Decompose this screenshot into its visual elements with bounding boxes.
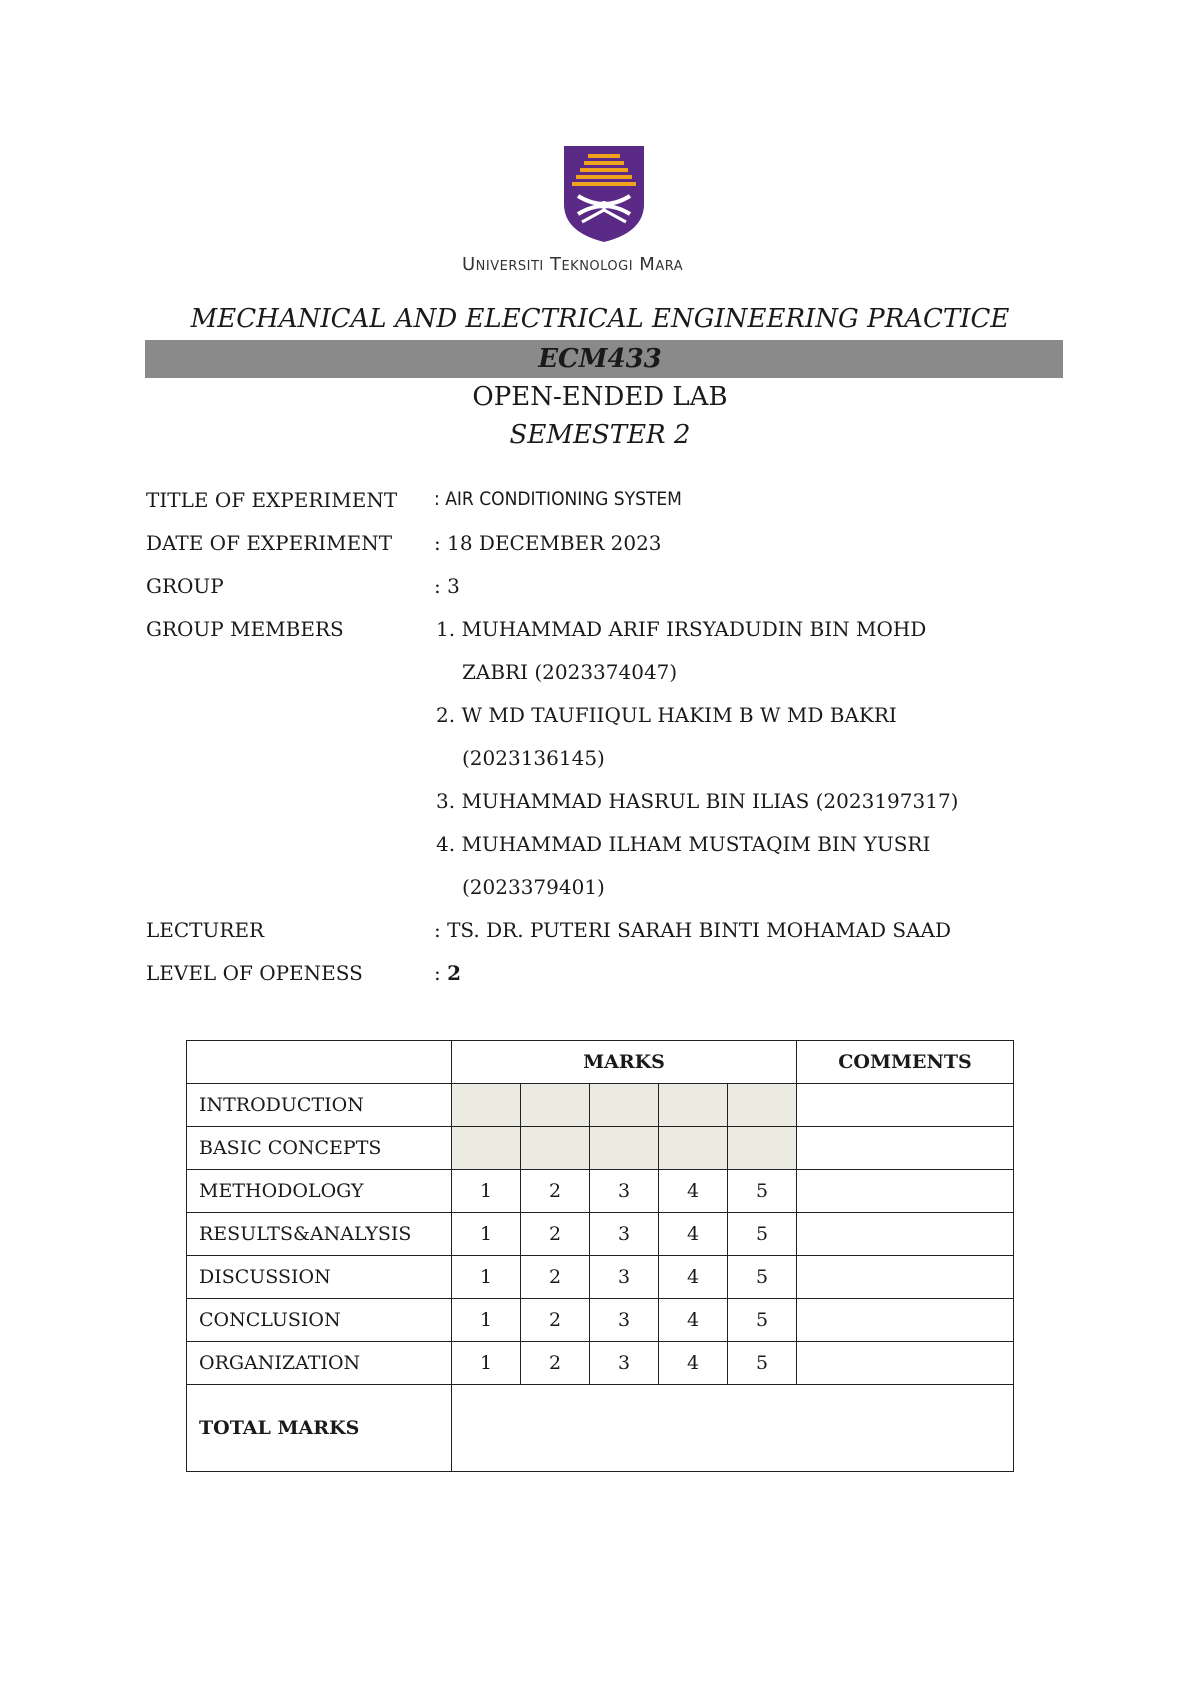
score-cell: 4 <box>659 1299 728 1342</box>
table-row <box>187 1127 1014 1170</box>
score-cell: 2 <box>521 1170 590 1213</box>
lab-type: OPEN-ENDED LAB <box>472 382 728 412</box>
score-cell: 3 <box>590 1213 659 1256</box>
score-cell: 1 <box>452 1299 521 1342</box>
row-label: RESULTS&ANALYSIS <box>187 1213 452 1256</box>
row-label: BASIC CONCEPTS <box>187 1127 452 1170</box>
score-cell <box>521 1127 590 1170</box>
row-label: METHODOLOGY <box>187 1170 452 1213</box>
score-cell: 4 <box>659 1170 728 1213</box>
uitm-logo <box>562 144 646 244</box>
score-cell: 3 <box>590 1342 659 1385</box>
score-cell: 3 <box>590 1256 659 1299</box>
score-cell: 2 <box>521 1299 590 1342</box>
group-value: : 3 <box>434 574 460 598</box>
total-row <box>187 1385 1014 1472</box>
score-cell: 3 <box>590 1299 659 1342</box>
score-cell <box>659 1084 728 1127</box>
row-label: ORGANIZATION <box>187 1342 452 1385</box>
score-cell: 1 <box>452 1170 521 1213</box>
member-4: 4. MUHAMMAD ILHAM MUSTAQIM BIN YUSRI <box>436 832 931 856</box>
score-cell <box>452 1127 521 1170</box>
table-row <box>187 1299 1014 1342</box>
comment-cell <box>797 1256 1014 1299</box>
table-row <box>187 1256 1014 1299</box>
score-cell: 5 <box>728 1256 797 1299</box>
title-label: TITLE OF EXPERIMENT <box>146 488 398 512</box>
table-row <box>187 1213 1014 1256</box>
row-label: INTRODUCTION <box>187 1084 452 1127</box>
date-value: : 18 DECEMBER 2023 <box>434 531 662 555</box>
total-value-cell <box>452 1385 1014 1472</box>
score-cell: 4 <box>659 1342 728 1385</box>
comments-header: COMMENTS <box>797 1041 1014 1084</box>
member-1: 1. MUHAMMAD ARIF IRSYADUDIN BIN MOHD <box>436 617 927 641</box>
header-empty-cell <box>187 1041 452 1084</box>
member-2-cont: (2023136145) <box>462 746 605 770</box>
score-cell: 5 <box>728 1170 797 1213</box>
score-cell: 5 <box>728 1213 797 1256</box>
semester: SEMESTER 2 <box>509 420 691 450</box>
member-3: 3. MUHAMMAD HASRUL BIN ILIAS (2023197317) <box>436 789 959 813</box>
score-cell: 2 <box>521 1256 590 1299</box>
members-label: GROUP MEMBERS <box>146 617 344 641</box>
table-header-row <box>187 1041 1014 1084</box>
comment-cell <box>797 1299 1014 1342</box>
openness-level: 2 <box>447 961 462 985</box>
row-label: DISCUSSION <box>187 1256 452 1299</box>
course-title: MECHANICAL AND ELECTRICAL ENGINEERING PRACTICE <box>190 304 1010 334</box>
score-cell <box>521 1084 590 1127</box>
member-1-cont: ZABRI (2023374047) <box>462 660 678 684</box>
openness-prefix: : <box>434 961 448 985</box>
group-label: GROUP <box>146 574 224 598</box>
score-cell: 5 <box>728 1342 797 1385</box>
score-cell: 1 <box>452 1342 521 1385</box>
title-value: : AIR CONDITIONING SYSTEM <box>434 488 682 510</box>
score-cell: 2 <box>521 1342 590 1385</box>
comment-cell <box>797 1213 1014 1256</box>
member-2: 2. W MD TAUFIIQUL HAKIM B W MD BAKRI <box>436 703 897 727</box>
score-cell <box>728 1084 797 1127</box>
score-cell: 1 <box>452 1256 521 1299</box>
openness-value <box>434 961 461 985</box>
comment-cell <box>797 1342 1014 1385</box>
marks-table <box>186 1040 1014 1472</box>
lecturer-label: LECTURER <box>146 918 265 942</box>
score-cell: 3 <box>590 1170 659 1213</box>
university-name: Universiti Teknologi Mara <box>462 254 684 275</box>
marks-header: MARKS <box>452 1041 797 1084</box>
score-cell <box>728 1127 797 1170</box>
score-cell: 2 <box>521 1213 590 1256</box>
comment-cell <box>797 1084 1014 1127</box>
score-cell <box>659 1127 728 1170</box>
table-row <box>187 1170 1014 1213</box>
openness-label: LEVEL OF OPENESS <box>146 961 363 985</box>
row-label: CONCLUSION <box>187 1299 452 1342</box>
score-cell <box>590 1127 659 1170</box>
total-label: TOTAL MARKS <box>187 1385 452 1472</box>
score-cell: 5 <box>728 1299 797 1342</box>
score-cell <box>452 1084 521 1127</box>
score-cell: 4 <box>659 1213 728 1256</box>
table-row <box>187 1084 1014 1127</box>
course-code: ECM433 <box>538 344 662 374</box>
comment-cell <box>797 1127 1014 1170</box>
table-row <box>187 1342 1014 1385</box>
score-cell: 4 <box>659 1256 728 1299</box>
score-cell: 1 <box>452 1213 521 1256</box>
member-4-cont: (2023379401) <box>462 875 605 899</box>
date-label: DATE OF EXPERIMENT <box>146 531 393 555</box>
lecturer-value: : TS. DR. PUTERI SARAH BINTI MOHAMAD SAAD <box>434 918 952 942</box>
comment-cell <box>797 1170 1014 1213</box>
score-cell <box>590 1084 659 1127</box>
